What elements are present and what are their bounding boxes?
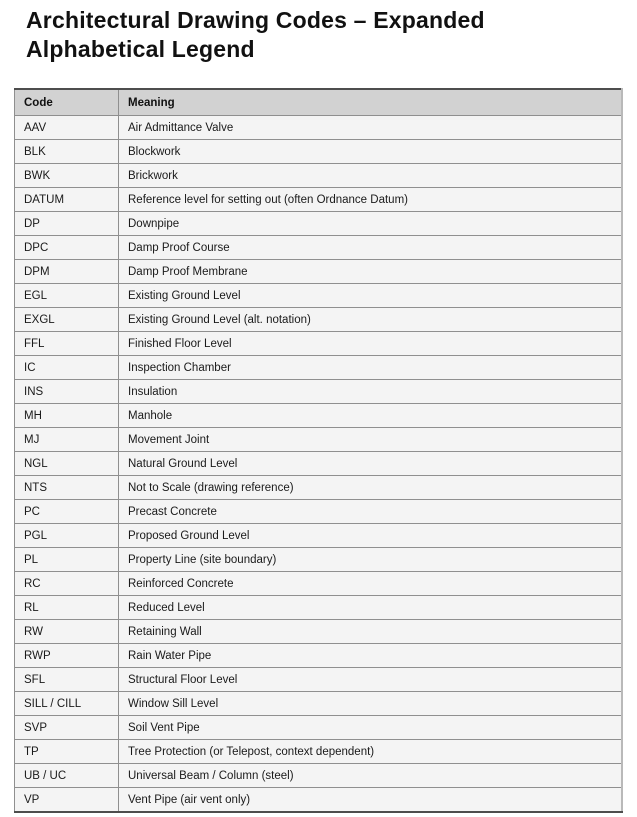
code-cell: DP [15, 212, 119, 236]
code-cell: AAV [15, 116, 119, 140]
table-row [15, 692, 623, 716]
table-row [15, 164, 623, 188]
meaning-cell: Existing Ground Level (alt. notation) [119, 308, 623, 332]
table-row [15, 116, 623, 140]
code-cell: TP [15, 740, 119, 764]
code-cell: FFL [15, 332, 119, 356]
code-cell: MJ [15, 428, 119, 452]
meaning-cell: Rain Water Pipe [119, 644, 623, 668]
code-cell: DPM [15, 260, 119, 284]
table-row [15, 548, 623, 572]
meaning-cell: Property Line (site boundary) [119, 548, 623, 572]
meaning-cell: Inspection Chamber [119, 356, 623, 380]
meaning-cell: Vent Pipe (air vent only) [119, 788, 623, 813]
code-cell: SVP [15, 716, 119, 740]
code-column-header: Code [15, 89, 119, 116]
code-cell: NGL [15, 452, 119, 476]
meaning-cell: Reinforced Concrete [119, 572, 623, 596]
code-cell: UB / UC [15, 764, 119, 788]
code-cell: PGL [15, 524, 119, 548]
code-cell: MH [15, 404, 119, 428]
code-cell: VP [15, 788, 119, 813]
table-row [15, 716, 623, 740]
meaning-cell: Movement Joint [119, 428, 623, 452]
table-row [15, 140, 623, 164]
meaning-cell: Finished Floor Level [119, 332, 623, 356]
table-row [15, 380, 623, 404]
code-cell: SFL [15, 668, 119, 692]
meaning-cell: Natural Ground Level [119, 452, 623, 476]
table-row [15, 260, 623, 284]
table-row [15, 332, 623, 356]
code-cell: IC [15, 356, 119, 380]
table-row [15, 284, 623, 308]
table-row [15, 644, 623, 668]
table-row [15, 188, 623, 212]
table-row [15, 668, 623, 692]
table-row [15, 524, 623, 548]
meaning-cell: Soil Vent Pipe [119, 716, 623, 740]
legend-table [14, 88, 623, 813]
meaning-cell: Window Sill Level [119, 692, 623, 716]
code-cell: BLK [15, 140, 119, 164]
meaning-cell: Structural Floor Level [119, 668, 623, 692]
table-row [15, 212, 623, 236]
meaning-cell: Reference level for setting out (often Ordnance Datum) [119, 188, 623, 212]
code-cell: RWP [15, 644, 119, 668]
meaning-cell: Precast Concrete [119, 500, 623, 524]
table-row [15, 500, 623, 524]
meaning-cell: Universal Beam / Column (steel) [119, 764, 623, 788]
meaning-cell: Manhole [119, 404, 623, 428]
code-cell: EGL [15, 284, 119, 308]
meaning-cell: Damp Proof Course [119, 236, 623, 260]
code-cell: RW [15, 620, 119, 644]
code-cell: RL [15, 596, 119, 620]
code-cell: SILL / CILL [15, 692, 119, 716]
table-row [15, 236, 623, 260]
table-row [15, 788, 623, 813]
meaning-cell: Retaining Wall [119, 620, 623, 644]
meaning-cell: Reduced Level [119, 596, 623, 620]
table-row [15, 356, 623, 380]
table-row [15, 740, 623, 764]
meaning-cell: Proposed Ground Level [119, 524, 623, 548]
meaning-cell: Downpipe [119, 212, 623, 236]
table-row [15, 596, 623, 620]
table-row [15, 428, 623, 452]
meaning-cell: Air Admittance Valve [119, 116, 623, 140]
meaning-cell: Damp Proof Membrane [119, 260, 623, 284]
table-row [15, 308, 623, 332]
meaning-column-header: Meaning [119, 89, 623, 116]
meaning-cell: Insulation [119, 380, 623, 404]
code-cell: DATUM [15, 188, 119, 212]
meaning-cell: Not to Scale (drawing reference) [119, 476, 623, 500]
meaning-cell: Tree Protection (or Telepost, context dependent) [119, 740, 623, 764]
code-cell: BWK [15, 164, 119, 188]
table-row [15, 620, 623, 644]
legend-table-body [15, 116, 623, 813]
table-row [15, 572, 623, 596]
header-row [15, 89, 623, 116]
table-row [15, 404, 623, 428]
meaning-cell: Existing Ground Level [119, 284, 623, 308]
meaning-cell: Blockwork [119, 140, 623, 164]
table-row [15, 452, 623, 476]
code-cell: DPC [15, 236, 119, 260]
code-cell: RC [15, 572, 119, 596]
code-cell: INS [15, 380, 119, 404]
page-title: Architectural Drawing Codes – Expanded Alphabetical Legend [26, 7, 485, 62]
table-row [15, 476, 623, 500]
table-row [15, 764, 623, 788]
code-cell: EXGL [15, 308, 119, 332]
code-cell: PC [15, 500, 119, 524]
code-cell: NTS [15, 476, 119, 500]
meaning-cell: Brickwork [119, 164, 623, 188]
code-cell: PL [15, 548, 119, 572]
